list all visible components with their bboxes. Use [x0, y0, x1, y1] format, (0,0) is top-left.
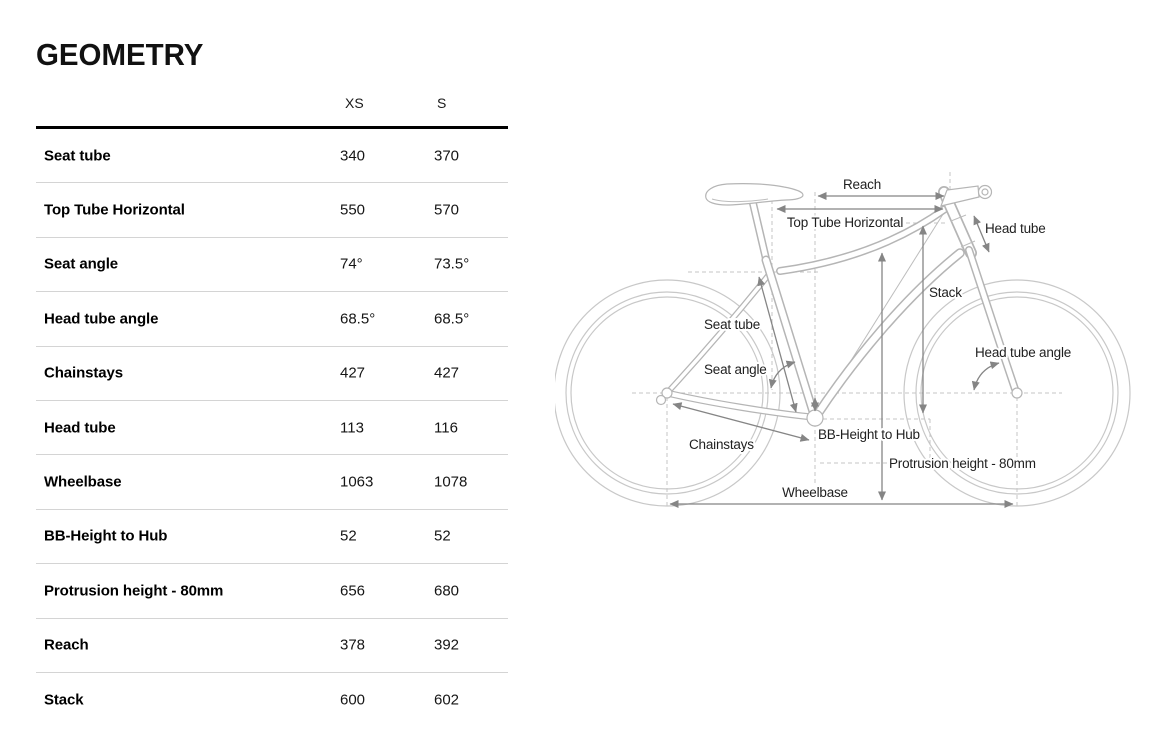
row-value-xs: 113 [340, 419, 364, 437]
row-value-s: 68.5° [434, 310, 470, 328]
row-value-s: 570 [434, 201, 460, 219]
diagram-label-chainstays: Chainstays [689, 437, 754, 452]
diagram-label-stack: Stack [929, 285, 962, 300]
row-value-s: 392 [434, 636, 460, 654]
table-row [36, 455, 508, 509]
row-value-xs: 656 [340, 582, 366, 600]
row-value-s: 680 [434, 582, 460, 600]
bike-geometry-diagram [555, 160, 1171, 525]
diagram-label-reach: Reach [842, 177, 882, 192]
row-label: Protrusion height - 80mm [44, 582, 224, 600]
row-label: BB-Height to Hub [44, 527, 168, 545]
diagram-label-wheelbase: Wheelbase [782, 485, 848, 500]
diagram-label-protrusion: Protrusion height - 80mm [889, 456, 1036, 471]
row-label: Chainstays [44, 364, 124, 382]
row-value-s: 52 [434, 527, 451, 545]
diagram-label-seat-tube: Seat tube [704, 317, 760, 332]
row-value-xs: 52 [340, 527, 357, 545]
row-value-s: 116 [434, 419, 458, 437]
row-label: Head tube angle [44, 310, 159, 328]
row-label: Wheelbase [44, 473, 122, 491]
row-value-xs: 600 [340, 691, 366, 709]
table-row [36, 238, 508, 292]
table-row [36, 129, 508, 183]
row-value-xs: 74° [340, 255, 363, 273]
table-row [36, 401, 508, 455]
front-axle [1012, 388, 1022, 398]
geometry-table [36, 88, 508, 726]
table-row [36, 673, 508, 726]
table-body [36, 126, 508, 726]
saddle [706, 184, 803, 205]
diagram-label-head-tube-angle: Head tube angle [975, 345, 1072, 360]
diagram-label-bb-height: BB-Height to Hub [818, 427, 920, 442]
head-tube-angle-arc [974, 363, 999, 390]
page-title: GEOMETRY [36, 37, 204, 72]
diagram-label-head-tube: Head tube [985, 221, 1046, 236]
row-label: Head tube [44, 419, 116, 437]
row-value-xs: 68.5° [340, 310, 376, 328]
row-value-s: 370 [434, 147, 460, 165]
table-row [36, 510, 508, 564]
row-label: Stack [44, 691, 84, 709]
row-value-xs: 427 [340, 364, 366, 382]
table-row [36, 292, 508, 346]
row-label: Top Tube Horizontal [44, 201, 185, 219]
row-value-s: 73.5° [434, 255, 470, 273]
table-row [36, 564, 508, 618]
row-value-xs: 340 [340, 147, 366, 165]
row-label: Seat angle [44, 255, 119, 273]
row-value-s: 427 [434, 364, 460, 382]
row-value-xs: 378 [340, 636, 366, 654]
bottom-bracket [807, 410, 823, 426]
row-label: Reach [44, 636, 89, 654]
row-value-xs: 550 [340, 201, 366, 219]
row-value-s: 1078 [434, 473, 468, 491]
diagram-label-top-tube-horizontal: Top Tube Horizontal [786, 215, 904, 230]
table-row [36, 183, 508, 237]
row-value-xs: 1063 [340, 473, 374, 491]
row-value-s: 602 [434, 691, 460, 709]
table-header [36, 88, 508, 126]
table-row [36, 347, 508, 401]
column-header-s: S [437, 95, 447, 111]
column-header-xs: XS [345, 95, 364, 111]
diagram-label-seat-angle: Seat angle [704, 362, 767, 377]
rear-derailleur [657, 396, 666, 405]
table-row [36, 619, 508, 673]
row-label: Seat tube [44, 147, 111, 165]
